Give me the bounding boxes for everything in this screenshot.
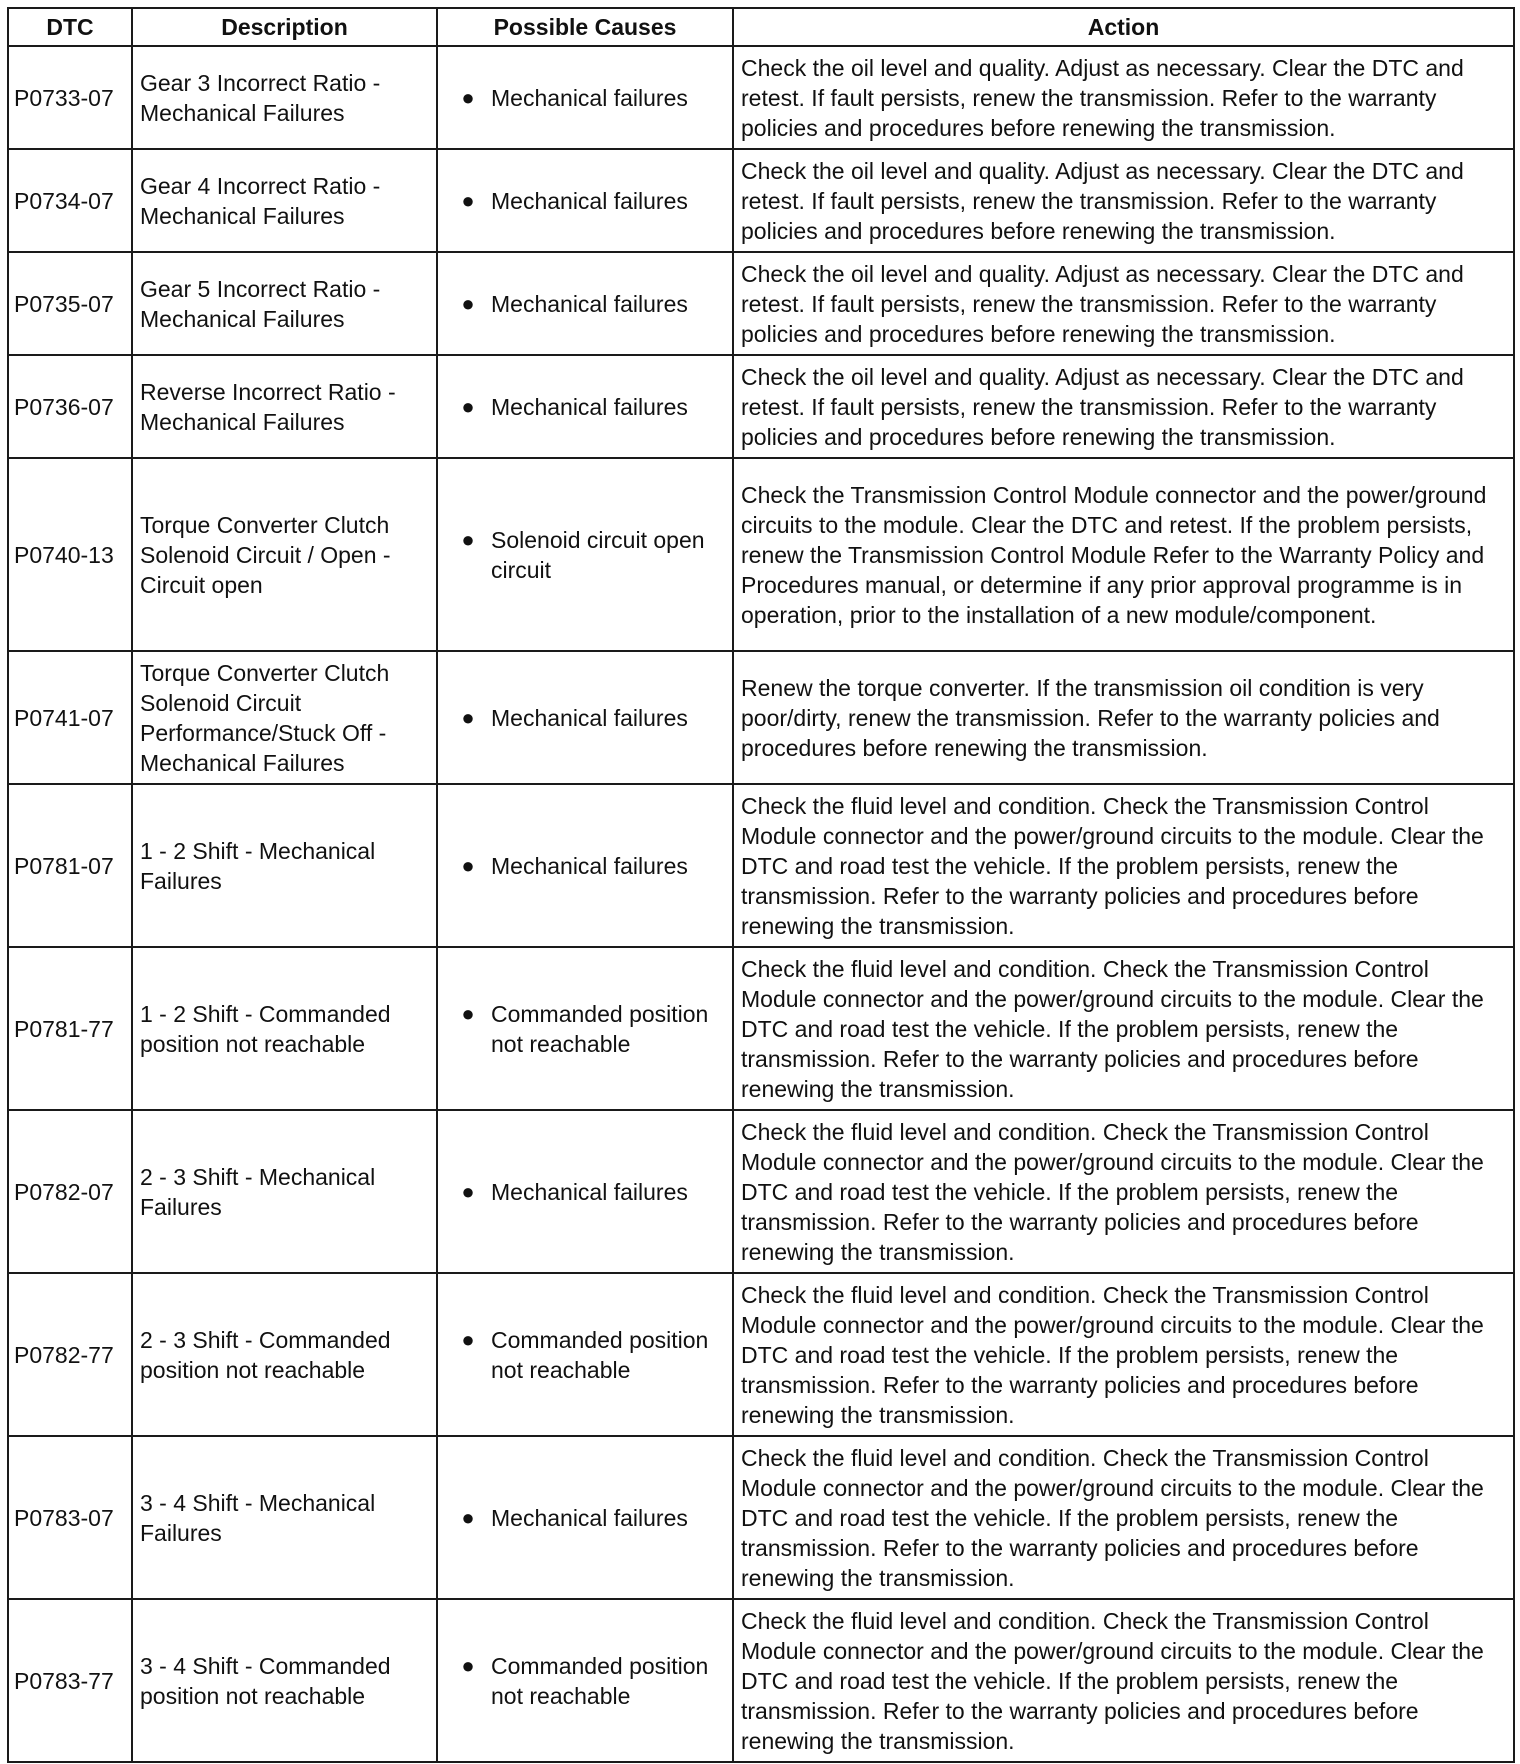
bullet-icon: ● bbox=[461, 393, 475, 419]
possible-cause: ● Mechanical failures bbox=[437, 46, 733, 149]
dtc-description: Torque Converter Clutch Solenoid Circuit Performance/Stuck Off - Mechanical Failures bbox=[132, 651, 437, 784]
possible-cause: ● Solenoid circuit open circuit bbox=[437, 458, 733, 651]
header-description: Description bbox=[132, 8, 437, 46]
action-text: Check the oil level and quality. Adjust as necessary. Clear the DTC and retest. If fault persists, renew the transmission. Refer to the warranty policies and procedures before renewing the transmission. bbox=[733, 46, 1514, 149]
bullet-icon: ● bbox=[461, 704, 475, 730]
dtc-description: Gear 3 Incorrect Ratio - Mechanical Failures bbox=[132, 46, 437, 149]
table-row bbox=[8, 1436, 1514, 1599]
possible-cause: ● Commanded position not reachable bbox=[437, 1273, 733, 1436]
possible-cause: ● Mechanical failures bbox=[437, 252, 733, 355]
dtc-code: P0781-07 bbox=[8, 784, 132, 947]
possible-cause: ● Mechanical failures bbox=[437, 784, 733, 947]
bullet-icon: ● bbox=[461, 290, 475, 316]
dtc-description: 1 - 2 Shift - Commanded position not reachable bbox=[132, 947, 437, 1110]
header-dtc: DTC bbox=[8, 8, 132, 46]
table-row bbox=[8, 947, 1514, 1110]
dtc-code: P0734-07 bbox=[8, 149, 132, 252]
action-text: Check the fluid level and condition. Check the Transmission Control Module connector and the power/ground circuits to the module. Clear the DTC and road test the vehicle. If the problem persists, renew the transmission. Refer to the warranty policies and procedures before renewing the transmission. bbox=[733, 784, 1514, 947]
action-text: Renew the torque converter. If the transmission oil condition is very poor/dirty, renew the transmission. Refer to the warranty policies and procedures before renewing the transmission. bbox=[733, 651, 1514, 784]
dtc-code: P0782-77 bbox=[8, 1273, 132, 1436]
dtc-description: Gear 5 Incorrect Ratio - Mechanical Failures bbox=[132, 252, 437, 355]
action-text: Check the oil level and quality. Adjust as necessary. Clear the DTC and retest. If fault persists, renew the transmission. Refer to the warranty policies and procedures before renewing the transmission. bbox=[733, 149, 1514, 252]
table-row bbox=[8, 355, 1514, 458]
header-possible-causes: Possible Causes bbox=[437, 8, 733, 46]
dtc-description: 3 - 4 Shift - Commanded position not reachable bbox=[132, 1599, 437, 1762]
dtc-description: Gear 4 Incorrect Ratio - Mechanical Failures bbox=[132, 149, 437, 252]
dtc-description: Reverse Incorrect Ratio - Mechanical Failures bbox=[132, 355, 437, 458]
bullet-icon: ● bbox=[461, 84, 475, 110]
action-text: Check the fluid level and condition. Check the Transmission Control Module connector and the power/ground circuits to the module. Clear the DTC and road test the vehicle. If the problem persists, renew the transmission. Refer to the warranty policies and procedures before renewing the transmission. bbox=[733, 1599, 1514, 1762]
action-text: Check the oil level and quality. Adjust as necessary. Clear the DTC and retest. If fault persists, renew the transmission. Refer to the warranty policies and procedures before renewing the transmission. bbox=[733, 252, 1514, 355]
dtc-description: 2 - 3 Shift - Commanded position not reachable bbox=[132, 1273, 437, 1436]
bullet-icon: ● bbox=[461, 1000, 475, 1026]
dtc-code: P0781-77 bbox=[8, 947, 132, 1110]
header-row bbox=[8, 8, 1514, 46]
table-row bbox=[8, 252, 1514, 355]
table-row bbox=[8, 458, 1514, 651]
possible-cause: ● Mechanical failures bbox=[437, 651, 733, 784]
table-row bbox=[8, 784, 1514, 947]
table-row bbox=[8, 1273, 1514, 1436]
bullet-icon: ● bbox=[461, 1326, 475, 1352]
dtc-code: P0782-07 bbox=[8, 1110, 132, 1273]
table-row bbox=[8, 46, 1514, 149]
possible-cause: ● Mechanical failures bbox=[437, 149, 733, 252]
action-text: Check the fluid level and condition. Check the Transmission Control Module connector and the power/ground circuits to the module. Clear the DTC and road test the vehicle. If the problem persists, renew the transmission. Refer to the warranty policies and procedures before renewing the transmission. bbox=[733, 1273, 1514, 1436]
action-text: Check the fluid level and condition. Check the Transmission Control Module connector and the power/ground circuits to the module. Clear the DTC and road test the vehicle. If the problem persists, renew the transmission. Refer to the warranty policies and procedures before renewing the transmission. bbox=[733, 1110, 1514, 1273]
dtc-code: P0741-07 bbox=[8, 651, 132, 784]
dtc-table bbox=[7, 7, 1515, 1763]
table-row bbox=[8, 1599, 1514, 1762]
dtc-code: P0783-07 bbox=[8, 1436, 132, 1599]
dtc-code: P0740-13 bbox=[8, 458, 132, 651]
bullet-icon: ● bbox=[461, 187, 475, 213]
dtc-description: 3 - 4 Shift - Mechanical Failures bbox=[132, 1436, 437, 1599]
possible-cause: ● Mechanical failures bbox=[437, 1110, 733, 1273]
dtc-description: Torque Converter Clutch Solenoid Circuit / Open - Circuit open bbox=[132, 458, 437, 651]
dtc-code: P0733-07 bbox=[8, 46, 132, 149]
bullet-icon: ● bbox=[461, 1178, 475, 1204]
dtc-code: P0783-77 bbox=[8, 1599, 132, 1762]
dtc-code: P0735-07 bbox=[8, 252, 132, 355]
table-row bbox=[8, 149, 1514, 252]
dtc-code: P0736-07 bbox=[8, 355, 132, 458]
table-row bbox=[8, 651, 1514, 784]
bullet-icon: ● bbox=[461, 852, 475, 878]
dtc-description: 1 - 2 Shift - Mechanical Failures bbox=[132, 784, 437, 947]
bullet-icon: ● bbox=[461, 1504, 475, 1530]
possible-cause: ● Mechanical failures bbox=[437, 355, 733, 458]
action-text: Check the Transmission Control Module connector and the power/ground circuits to the module. Clear the DTC and retest. If the problem persists, renew the Transmission Control Module Refer to the Warranty Policy and Procedures manual, or determine if any prior approval programme is in operation, prior to the installation of a new module/component. bbox=[733, 458, 1514, 651]
possible-cause: ● Commanded position not reachable bbox=[437, 1599, 733, 1762]
dtc-description: 2 - 3 Shift - Mechanical Failures bbox=[132, 1110, 437, 1273]
possible-cause: ● Mechanical failures bbox=[437, 1436, 733, 1599]
bullet-icon: ● bbox=[461, 1652, 475, 1678]
header-action: Action bbox=[733, 8, 1514, 46]
bullet-icon: ● bbox=[461, 526, 475, 552]
action-text: Check the fluid level and condition. Check the Transmission Control Module connector and the power/ground circuits to the module. Clear the DTC and road test the vehicle. If the problem persists, renew the transmission. Refer to the warranty policies and procedures before renewing the transmission. bbox=[733, 1436, 1514, 1599]
action-text: Check the fluid level and condition. Check the Transmission Control Module connector and the power/ground circuits to the module. Clear the DTC and road test the vehicle. If the problem persists, renew the transmission. Refer to the warranty policies and procedures before renewing the transmission. bbox=[733, 947, 1514, 1110]
table-row bbox=[8, 1110, 1514, 1273]
action-text: Check the oil level and quality. Adjust as necessary. Clear the DTC and retest. If fault persists, renew the transmission. Refer to the warranty policies and procedures before renewing the transmission. bbox=[733, 355, 1514, 458]
possible-cause: ● Commanded position not reachable bbox=[437, 947, 733, 1110]
